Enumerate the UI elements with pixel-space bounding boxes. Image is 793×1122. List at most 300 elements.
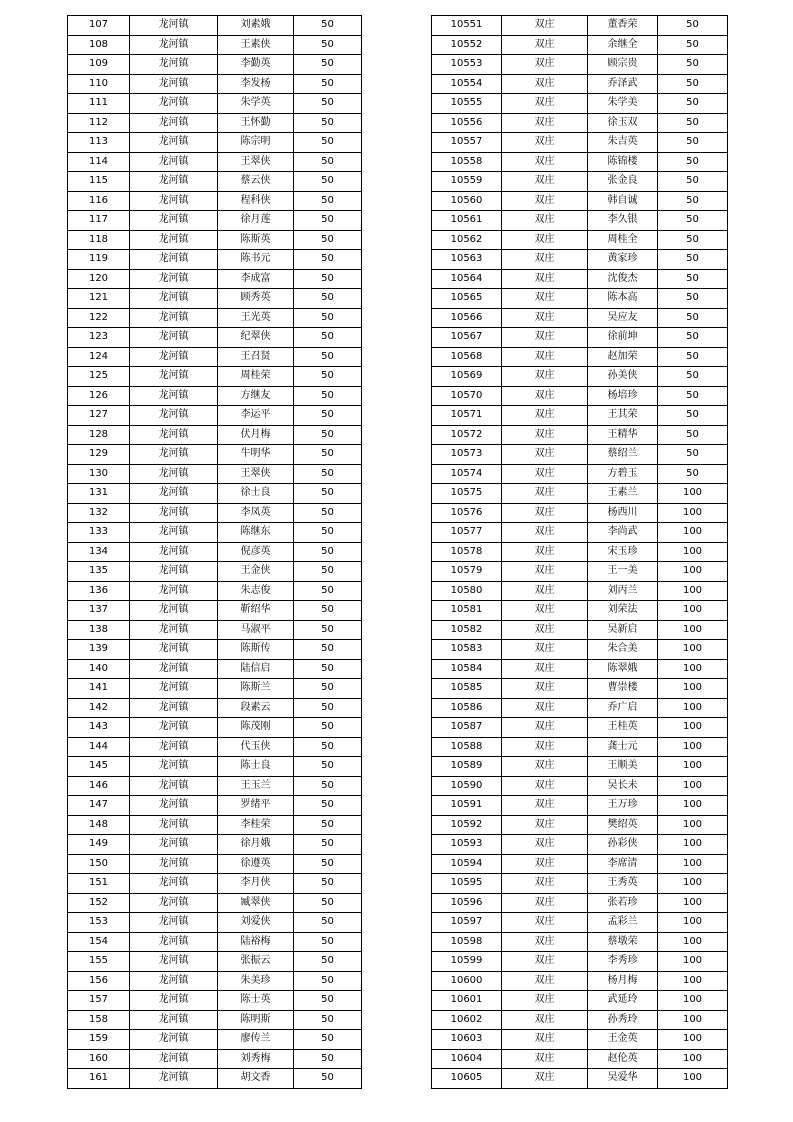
table-row: [432, 347, 728, 367]
amount-cell: 50: [658, 35, 728, 55]
amount-cell: 100: [658, 1069, 728, 1089]
amount-cell: 100: [658, 581, 728, 601]
record-number-cell: 10555: [432, 94, 502, 114]
town-cell: 龙河镇: [130, 932, 218, 952]
table-row: [432, 542, 728, 562]
table-row: [432, 971, 728, 991]
table-row: [68, 542, 362, 562]
table-row: [68, 406, 362, 426]
name-cell: 周桂荣: [218, 367, 294, 387]
amount-cell: 50: [658, 386, 728, 406]
amount-cell: 50: [658, 230, 728, 250]
amount-cell: 50: [294, 328, 362, 348]
record-number-cell: 157: [68, 991, 130, 1011]
record-number-cell: 117: [68, 211, 130, 231]
town-cell: 双庄: [502, 211, 588, 231]
name-cell: 陈士英: [218, 991, 294, 1011]
record-number-cell: 160: [68, 1049, 130, 1069]
table-row: [68, 913, 362, 933]
record-number-cell: 10597: [432, 913, 502, 933]
amount-cell: 50: [294, 503, 362, 523]
table-row: [68, 113, 362, 133]
name-cell: 孙秀玲: [588, 1010, 658, 1030]
town-cell: 双庄: [502, 971, 588, 991]
amount-cell: 50: [658, 289, 728, 309]
record-number-cell: 10562: [432, 230, 502, 250]
record-number-cell: 10588: [432, 737, 502, 757]
table-row: [68, 971, 362, 991]
table-row: [68, 874, 362, 894]
table-row: [68, 1069, 362, 1089]
amount-cell: 50: [658, 406, 728, 426]
town-cell: 双庄: [502, 737, 588, 757]
town-cell: 双庄: [502, 484, 588, 504]
amount-cell: 50: [658, 152, 728, 172]
amount-cell: 100: [658, 835, 728, 855]
town-cell: 龙河镇: [130, 230, 218, 250]
amount-cell: 100: [658, 971, 728, 991]
table-row: [432, 367, 728, 387]
amount-cell: 50: [294, 854, 362, 874]
amount-cell: 50: [294, 601, 362, 621]
table-row: [432, 425, 728, 445]
record-number-cell: 135: [68, 562, 130, 582]
table-row: [68, 1030, 362, 1050]
record-number-cell: 10600: [432, 971, 502, 991]
table-row: [68, 1049, 362, 1069]
record-number-cell: 10581: [432, 601, 502, 621]
table-row: [432, 620, 728, 640]
amount-cell: 50: [294, 718, 362, 738]
table-row: [68, 718, 362, 738]
amount-cell: 50: [294, 1049, 362, 1069]
name-cell: 朱吉英: [588, 133, 658, 153]
record-number-cell: 10587: [432, 718, 502, 738]
table-row: [432, 289, 728, 309]
table-row: [68, 601, 362, 621]
table-row: [432, 308, 728, 328]
table-row: [68, 250, 362, 270]
table-row: [432, 991, 728, 1011]
record-number-cell: 10561: [432, 211, 502, 231]
record-number-cell: 143: [68, 718, 130, 738]
table-row: [432, 406, 728, 426]
amount-cell: 100: [658, 776, 728, 796]
town-cell: 龙河镇: [130, 620, 218, 640]
name-cell: 牛明华: [218, 445, 294, 465]
record-number-cell: 124: [68, 347, 130, 367]
amount-cell: 50: [294, 35, 362, 55]
name-cell: 蔡墩荣: [588, 932, 658, 952]
table-row: [432, 835, 728, 855]
town-cell: 龙河镇: [130, 601, 218, 621]
amount-cell: 50: [294, 757, 362, 777]
name-cell: 李凤英: [218, 503, 294, 523]
name-cell: 王金侠: [218, 562, 294, 582]
table-row: [68, 16, 362, 36]
table-row: [68, 484, 362, 504]
town-cell: 龙河镇: [130, 523, 218, 543]
record-number-cell: 115: [68, 172, 130, 192]
amount-cell: 50: [294, 523, 362, 543]
town-cell: 双庄: [502, 367, 588, 387]
town-cell: 龙河镇: [130, 913, 218, 933]
record-number-cell: 137: [68, 601, 130, 621]
town-cell: 双庄: [502, 932, 588, 952]
name-cell: 陈本高: [588, 289, 658, 309]
record-number-cell: 155: [68, 952, 130, 972]
amount-cell: 50: [294, 133, 362, 153]
name-cell: 陈茂刚: [218, 718, 294, 738]
town-cell: 龙河镇: [130, 835, 218, 855]
name-cell: 武延玲: [588, 991, 658, 1011]
record-number-cell: 154: [68, 932, 130, 952]
town-cell: 龙河镇: [130, 425, 218, 445]
name-cell: 陆裕梅: [218, 932, 294, 952]
town-cell: 龙河镇: [130, 581, 218, 601]
amount-cell: 50: [294, 796, 362, 816]
name-cell: 朱美珍: [218, 971, 294, 991]
amount-cell: 50: [294, 94, 362, 114]
record-number-cell: 10569: [432, 367, 502, 387]
table-row: [432, 932, 728, 952]
table-row: [432, 94, 728, 114]
table-row: [432, 581, 728, 601]
table-row: [432, 172, 728, 192]
name-cell: 刘秀梅: [218, 1049, 294, 1069]
record-number-cell: 10579: [432, 562, 502, 582]
town-cell: 双庄: [502, 35, 588, 55]
table-row: [432, 113, 728, 133]
table-row: [68, 191, 362, 211]
record-number-cell: 10575: [432, 484, 502, 504]
table-row: [68, 640, 362, 660]
name-cell: 廖传兰: [218, 1030, 294, 1050]
table-row: [68, 35, 362, 55]
amount-cell: 100: [658, 523, 728, 543]
table-row: [68, 757, 362, 777]
amount-cell: 50: [294, 932, 362, 952]
name-cell: 陈宗明: [218, 133, 294, 153]
name-cell: 方碧玉: [588, 464, 658, 484]
name-cell: 胡文香: [218, 1069, 294, 1089]
name-cell: 吴爱华: [588, 1069, 658, 1089]
amount-cell: 50: [294, 913, 362, 933]
amount-cell: 50: [658, 367, 728, 387]
name-cell: 臧翠侠: [218, 893, 294, 913]
table-row: [432, 464, 728, 484]
table-row: [432, 445, 728, 465]
name-cell: 段素云: [218, 698, 294, 718]
name-cell: 黄家珍: [588, 250, 658, 270]
town-cell: 双庄: [502, 1010, 588, 1030]
town-cell: 双庄: [502, 152, 588, 172]
table-row: [68, 230, 362, 250]
amount-cell: 50: [294, 250, 362, 270]
record-number-cell: 147: [68, 796, 130, 816]
table-row: [432, 152, 728, 172]
table-row: [68, 133, 362, 153]
table-row: [432, 913, 728, 933]
table-row: [68, 308, 362, 328]
name-cell: 李发杨: [218, 74, 294, 94]
table-row: [68, 289, 362, 309]
name-cell: 韩自诚: [588, 191, 658, 211]
town-cell: 双庄: [502, 269, 588, 289]
record-number-cell: 10552: [432, 35, 502, 55]
name-cell: 陈士良: [218, 757, 294, 777]
record-number-cell: 10577: [432, 523, 502, 543]
table-row: [68, 367, 362, 387]
table-row: [68, 562, 362, 582]
table-row: [432, 893, 728, 913]
record-number-cell: 141: [68, 679, 130, 699]
record-number-cell: 10598: [432, 932, 502, 952]
record-number-cell: 151: [68, 874, 130, 894]
amount-cell: 50: [658, 113, 728, 133]
record-number-cell: 128: [68, 425, 130, 445]
town-cell: 双庄: [502, 250, 588, 270]
town-cell: 龙河镇: [130, 152, 218, 172]
town-cell: 龙河镇: [130, 815, 218, 835]
table-row: [68, 386, 362, 406]
record-number-cell: 142: [68, 698, 130, 718]
town-cell: 双庄: [502, 406, 588, 426]
town-cell: 龙河镇: [130, 16, 218, 36]
town-cell: 双庄: [502, 16, 588, 36]
record-number-cell: 10595: [432, 874, 502, 894]
table-row: [432, 484, 728, 504]
name-cell: 孙美侠: [588, 367, 658, 387]
amount-cell: 100: [658, 893, 728, 913]
name-cell: 顾秀英: [218, 289, 294, 309]
town-cell: 双庄: [502, 328, 588, 348]
record-number-cell: 10583: [432, 640, 502, 660]
table-row: [68, 776, 362, 796]
town-cell: 双庄: [502, 386, 588, 406]
record-number-cell: 125: [68, 367, 130, 387]
record-number-cell: 118: [68, 230, 130, 250]
name-cell: 樊绍英: [588, 815, 658, 835]
town-cell: 双庄: [502, 172, 588, 192]
table-row: [432, 952, 728, 972]
record-number-cell: 146: [68, 776, 130, 796]
town-cell: 龙河镇: [130, 55, 218, 75]
name-cell: 杨培珍: [588, 386, 658, 406]
record-number-cell: 10571: [432, 406, 502, 426]
table-row: [432, 757, 728, 777]
town-cell: 龙河镇: [130, 893, 218, 913]
table-row: [68, 425, 362, 445]
amount-cell: 50: [294, 620, 362, 640]
name-cell: 刘素娥: [218, 16, 294, 36]
table-row: [432, 640, 728, 660]
amount-cell: 100: [658, 1049, 728, 1069]
town-cell: 龙河镇: [130, 952, 218, 972]
record-number-cell: 132: [68, 503, 130, 523]
table-row: [432, 211, 728, 231]
town-cell: 双庄: [502, 718, 588, 738]
table-row: [432, 386, 728, 406]
amount-cell: 100: [658, 1010, 728, 1030]
amount-cell: 50: [294, 893, 362, 913]
record-number-cell: 10568: [432, 347, 502, 367]
record-number-cell: 129: [68, 445, 130, 465]
table-row: [68, 503, 362, 523]
town-cell: 龙河镇: [130, 308, 218, 328]
name-cell: 张金良: [588, 172, 658, 192]
record-number-cell: 10585: [432, 679, 502, 699]
left-roster-table: [67, 15, 362, 1089]
name-cell: 宋玉珍: [588, 542, 658, 562]
record-number-cell: 10578: [432, 542, 502, 562]
table-row: [68, 211, 362, 231]
table-row: [68, 815, 362, 835]
town-cell: 龙河镇: [130, 796, 218, 816]
table-row: [432, 523, 728, 543]
amount-cell: 100: [658, 952, 728, 972]
town-cell: 龙河镇: [130, 640, 218, 660]
record-number-cell: 156: [68, 971, 130, 991]
table-row: [68, 269, 362, 289]
town-cell: 龙河镇: [130, 991, 218, 1011]
town-cell: 双庄: [502, 445, 588, 465]
table-row: [68, 854, 362, 874]
record-number-cell: 139: [68, 640, 130, 660]
name-cell: 朱学美: [588, 94, 658, 114]
record-number-cell: 136: [68, 581, 130, 601]
amount-cell: 50: [658, 445, 728, 465]
table-row: [68, 952, 362, 972]
amount-cell: 50: [294, 776, 362, 796]
name-cell: 李尚武: [588, 523, 658, 543]
town-cell: 双庄: [502, 835, 588, 855]
town-cell: 双庄: [502, 991, 588, 1011]
amount-cell: 100: [658, 737, 728, 757]
town-cell: 双庄: [502, 952, 588, 972]
record-number-cell: 114: [68, 152, 130, 172]
town-cell: 龙河镇: [130, 211, 218, 231]
record-number-cell: 10604: [432, 1049, 502, 1069]
amount-cell: 50: [294, 581, 362, 601]
record-number-cell: 10576: [432, 503, 502, 523]
name-cell: 王金英: [588, 1030, 658, 1050]
town-cell: 龙河镇: [130, 1069, 218, 1089]
town-cell: 龙河镇: [130, 328, 218, 348]
town-cell: 双庄: [502, 659, 588, 679]
town-cell: 龙河镇: [130, 250, 218, 270]
town-cell: 双庄: [502, 581, 588, 601]
table-row: [68, 523, 362, 543]
amount-cell: 100: [658, 620, 728, 640]
table-row: [68, 94, 362, 114]
record-number-cell: 116: [68, 191, 130, 211]
record-number-cell: 10589: [432, 757, 502, 777]
town-cell: 双庄: [502, 425, 588, 445]
name-cell: 徐前坤: [588, 328, 658, 348]
record-number-cell: 113: [68, 133, 130, 153]
name-cell: 董香荣: [588, 16, 658, 36]
name-cell: 陈斯传: [218, 640, 294, 660]
name-cell: 王素兰: [588, 484, 658, 504]
amount-cell: 100: [658, 718, 728, 738]
town-cell: 双庄: [502, 1049, 588, 1069]
record-number-cell: 10584: [432, 659, 502, 679]
amount-cell: 50: [294, 406, 362, 426]
name-cell: 李勤英: [218, 55, 294, 75]
table-row: [432, 55, 728, 75]
table-row: [68, 893, 362, 913]
amount-cell: 50: [294, 16, 362, 36]
record-number-cell: 131: [68, 484, 130, 504]
amount-cell: 100: [658, 815, 728, 835]
amount-cell: 50: [294, 737, 362, 757]
amount-cell: 50: [294, 367, 362, 387]
record-number-cell: 161: [68, 1069, 130, 1089]
name-cell: 王翠侠: [218, 152, 294, 172]
town-cell: 龙河镇: [130, 172, 218, 192]
name-cell: 徐玉双: [588, 113, 658, 133]
name-cell: 李运平: [218, 406, 294, 426]
amount-cell: 100: [658, 991, 728, 1011]
name-cell: 刘丙兰: [588, 581, 658, 601]
table-row: [432, 328, 728, 348]
record-number-cell: 112: [68, 113, 130, 133]
name-cell: 徐月莲: [218, 211, 294, 231]
name-cell: 李久银: [588, 211, 658, 231]
amount-cell: 50: [294, 659, 362, 679]
amount-cell: 50: [658, 308, 728, 328]
name-cell: 徐士良: [218, 484, 294, 504]
name-cell: 王顺美: [588, 757, 658, 777]
record-number-cell: 120: [68, 269, 130, 289]
amount-cell: 50: [658, 16, 728, 36]
record-number-cell: 138: [68, 620, 130, 640]
table-row: [68, 932, 362, 952]
record-number-cell: 10582: [432, 620, 502, 640]
record-number-cell: 150: [68, 854, 130, 874]
town-cell: 龙河镇: [130, 562, 218, 582]
table-row: [432, 562, 728, 582]
table-row: [68, 172, 362, 192]
record-number-cell: 134: [68, 542, 130, 562]
name-cell: 倪彦英: [218, 542, 294, 562]
name-cell: 王召贤: [218, 347, 294, 367]
amount-cell: 50: [658, 425, 728, 445]
table-row: [68, 659, 362, 679]
amount-cell: 50: [294, 1069, 362, 1089]
record-number-cell: 159: [68, 1030, 130, 1050]
table-row: [432, 230, 728, 250]
amount-cell: 100: [658, 698, 728, 718]
town-cell: 双庄: [502, 640, 588, 660]
amount-cell: 50: [294, 152, 362, 172]
amount-cell: 50: [294, 386, 362, 406]
name-cell: 杨西川: [588, 503, 658, 523]
name-cell: 沈俊杰: [588, 269, 658, 289]
town-cell: 龙河镇: [130, 874, 218, 894]
record-number-cell: 110: [68, 74, 130, 94]
amount-cell: 50: [294, 269, 362, 289]
table-row: [68, 581, 362, 601]
table-row: [68, 152, 362, 172]
name-cell: 朱学英: [218, 94, 294, 114]
name-cell: 龚士元: [588, 737, 658, 757]
amount-cell: 50: [294, 874, 362, 894]
amount-cell: 50: [294, 172, 362, 192]
table-row: [432, 503, 728, 523]
town-cell: 龙河镇: [130, 679, 218, 699]
